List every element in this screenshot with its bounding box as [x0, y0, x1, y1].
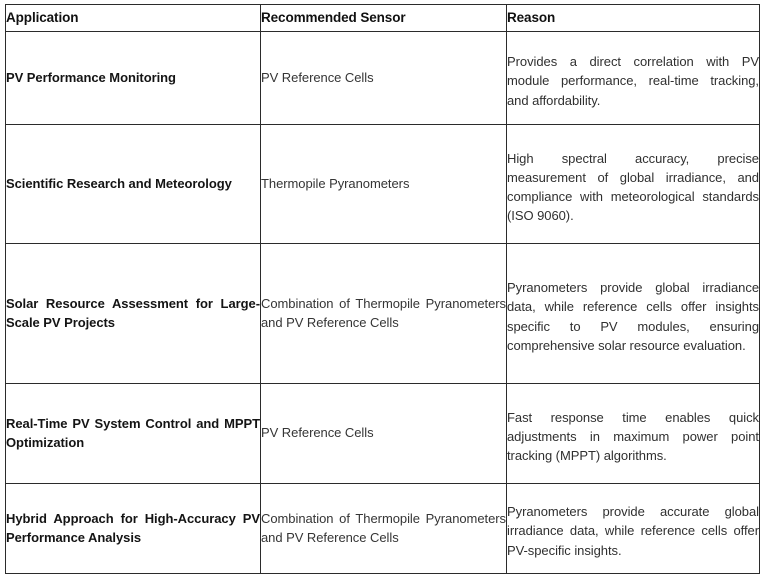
table-row	[6, 32, 760, 125]
cell-reason	[507, 384, 760, 484]
cell-application	[6, 484, 261, 574]
column-header-recommended-sensor	[261, 5, 507, 32]
cell-reason	[507, 484, 760, 574]
cell-recommended-sensor	[261, 125, 507, 244]
table-row	[6, 244, 760, 384]
recommended-sensor-text: Thermopile Pyranometers	[261, 175, 410, 191]
table-row	[6, 125, 760, 244]
cell-recommended-sensor	[261, 32, 507, 125]
column-header-application-label: Application	[6, 9, 79, 25]
cell-recommended-sensor	[261, 244, 507, 384]
application-text: Hybrid Approach for High-Accuracy PV Performance Analysis	[6, 511, 260, 545]
reason-text: Provides a direct correlation with PV module performance, real-time tracking, and affordability.	[507, 54, 759, 108]
application-text: PV Performance Monitoring	[6, 69, 176, 85]
cell-recommended-sensor	[261, 484, 507, 574]
column-header-reason	[507, 5, 760, 32]
table-row	[6, 384, 760, 484]
application-text: Scientific Research and Meteorology	[6, 175, 232, 191]
cell-reason	[507, 125, 760, 244]
column-header-application	[6, 5, 261, 32]
cell-recommended-sensor	[261, 384, 507, 484]
cell-application	[6, 244, 261, 384]
cell-application	[6, 32, 261, 125]
column-header-recommended-sensor-label: Recommended Sensor	[261, 9, 406, 25]
cell-application	[6, 125, 261, 244]
recommended-sensor-text: PV Reference Cells	[261, 425, 374, 441]
reason-text: High spectral accuracy, precise measurement of global irradiance, and compliance with meteorological standards (ISO 9060).	[507, 150, 759, 224]
recommended-sensor-table	[5, 4, 760, 574]
recommended-sensor-text: Combination of Thermopile Pyranometers and PV Reference Cells	[261, 295, 506, 330]
table-header	[6, 5, 760, 32]
reason-text: Pyranometers provide global irradiance data, while reference cells offer insights specific to PV modules, ensuring comprehensive solar resource evaluation.	[507, 280, 759, 353]
application-text: Real-Time PV System Control and MPPT Optimization	[6, 416, 260, 450]
cell-reason	[507, 244, 760, 384]
cell-application	[6, 384, 261, 484]
reason-text: Fast response time enables quick adjustments in maximum power point tracking (MPPT) algorithms.	[507, 409, 759, 464]
table-row	[6, 484, 760, 574]
recommended-sensor-text: PV Reference Cells	[261, 69, 374, 85]
recommended-sensor-text: Combination of Thermopile Pyranometers and PV Reference Cells	[261, 510, 506, 545]
table-body	[6, 32, 760, 574]
cell-reason	[507, 32, 760, 125]
table-header-row	[6, 5, 760, 32]
application-text: Solar Resource Assessment for Large-Scale PV Projects	[6, 296, 260, 330]
reason-text: Pyranometers provide accurate global irradiance data, while reference cells offer PV-specific insights.	[507, 504, 759, 558]
column-header-reason-label: Reason	[507, 9, 556, 25]
